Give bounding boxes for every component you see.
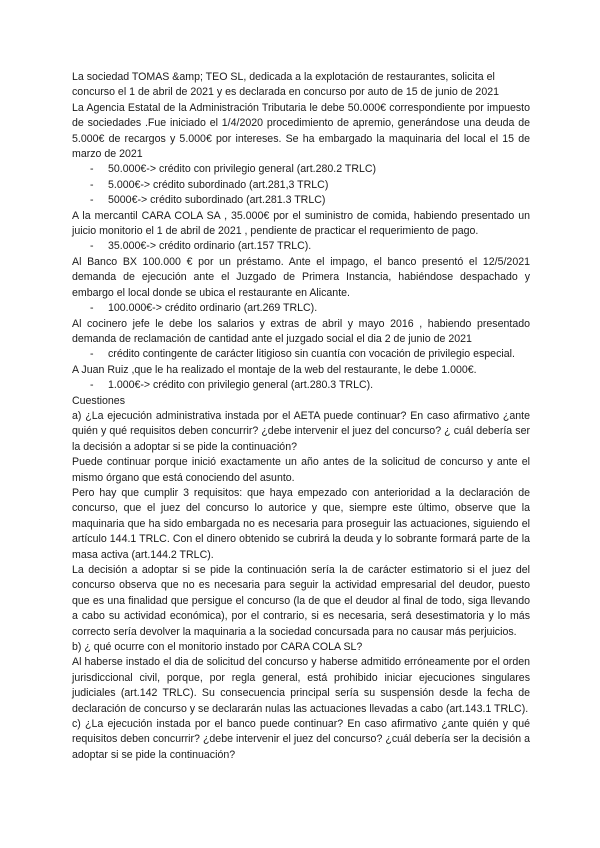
answer-a-paragraph-2: Pero hay que cumplir 3 requisitos: que haya empezado con anterioridad a la declaración de concurso, que el juez del concurso lo autorice y que, siempre este último, observe que la maquinaria que ha sido embargada no es necesaria para proseguir las actuaciones, siguiendo el artículo 144.1 TRLC. Con el dinero obtenido se cubrirá la deuda y lo sobrante formará parte de la masa activa (art.144.2 TRLC). (72, 486, 530, 561)
juan-ruiz-credit-list (72, 378, 530, 393)
cara-cola-paragraph: A la mercantil CARA COLA SA , 35.000€ por el suministro de comida, habiendo presentado un juicio monitorio el 1 de abril de 2021 , pendiente de practicar el requerimiento de pago. (72, 209, 530, 238)
aeat-credit-list (72, 162, 530, 208)
aeat-paragraph: La Agencia Estatal de la Administración Tributaria le debe 50.000€ correspondiente por impuesto de sociedades .Fue iniciado el 1/4/2020 procedimiento de apremio, generándose una deuda de 5.000€ de recargos y 5.000€ por intereses. Se ha embargado la maquinaria del local el 15 de marzo de 2021 (72, 101, 530, 161)
list-item: - crédito contingente de carácter litigioso sin cuantía con vocación de privilegio especial. (90, 348, 515, 361)
list-item: - 50.000€-> crédito con privilegio general (art.280.2 TRLC) (90, 163, 377, 176)
intro-paragraph: La sociedad TOMAS &amp; TEO SL, dedicada a la explotación de restaurantes, solicita el concurso el 1 de abril de 2021 y es declarada en concurso por auto de 15 de junio de 2021 (72, 71, 499, 99)
cook-paragraph: Al cocinero jefe le debe los salarios y extras de abril y mayo 2016 , habiendo presentado demanda de reclamación de cantidad ante el juzgado social el dia 2 de junio de 2021 (72, 317, 530, 345)
juan-ruiz-paragraph: A Juan Ruiz ,que le ha realizado el montaje de la web del restaurante, le debe 1.000€. (72, 363, 477, 376)
answer-a-paragraph-1: Puede continuar porque inició exactamente un año antes de la solicitud de concurso y ante el mismo órgano que está conociendo del asunto. (72, 456, 530, 484)
question-c: c) ¿La ejecución instada por el banco puede continuar? En caso afirmativo ¿ante quién y qué requisitos deben concurrir? ¿debe intervenir el juez del concurso? ¿cuál debería ser la decisión a adoptar si se pide la continuación? (72, 718, 530, 761)
answer-a-paragraph-3: La decisión a adoptar si se pide la continuación sería la de carácter estimatorio si el juez del concurso observa que no es necesaria para seguir la actividad empresarial del deudor, puesto que es una finalidad que persigue el concurso (la de que el deudor al final de todo, siga llevando a cabo su actividad económica), por el contrario, si es necesaria, será desestimatoria y lo más correcto sería devolver la maquinaria a la sociedad concursada para no causar más perjuicios. (72, 564, 530, 638)
list-item: - 1.000€-> crédito con privilegio general (art.280.3 TRLC). (90, 379, 374, 392)
list-item: - 5000€-> crédito subordinado (art.281.3 TRLC) (90, 194, 326, 207)
answer-b: Al haberse instado el dia de solicitud del concurso y haberse admitido erróneamente por el orden jurisdiccional civil, porque, por regla general, está prohibido iniciar ejecuciones singulares judiciales (art.142 TRLC). Su consecuencia principal sería su suspensión desde la fecha de declaración de concurso y se declararán nulas las actuaciones llevadas a cabo (art.143.1 TRLC). (72, 656, 530, 715)
question-a: a) ¿La ejecución administrativa instada por el AETA puede continuar? En caso afirmativo ¿ante quién y qué requisitos deben concurrir? ¿debe intervenir el juez del concurso? ¿ cuál debería ser la decisión a adoptar si se pide la continuación? (72, 409, 530, 453)
bank-credit-list (72, 301, 530, 316)
document-page (72, 70, 530, 763)
list-item: - 100.000€-> crédito ordinario (art.269 TRLC). (90, 302, 318, 315)
list-item: - 35.000€-> crédito ordinario (art.157 TRLC). (90, 240, 312, 253)
list-item: - 5.000€-> crédito subordinado (art.281,3 TRLC) (90, 178, 329, 191)
cara-cola-credit-list (72, 239, 530, 254)
cook-credit-list (72, 347, 530, 362)
question-b: b) ¿ qué ocurre con el monitorio instado por CARA COLA SL? (72, 641, 363, 654)
bank-paragraph: Al Banco BX 100.000 € por un préstamo. Ante el impago, el banco presentó el 12/5/2021 demanda de ejecución ante el Juzgado de Primera Instancia, habiéndose despachado y embargo el local donde se ubica el restaurante en Alicante. (72, 255, 530, 299)
questions-heading: Cuestiones (72, 394, 125, 407)
